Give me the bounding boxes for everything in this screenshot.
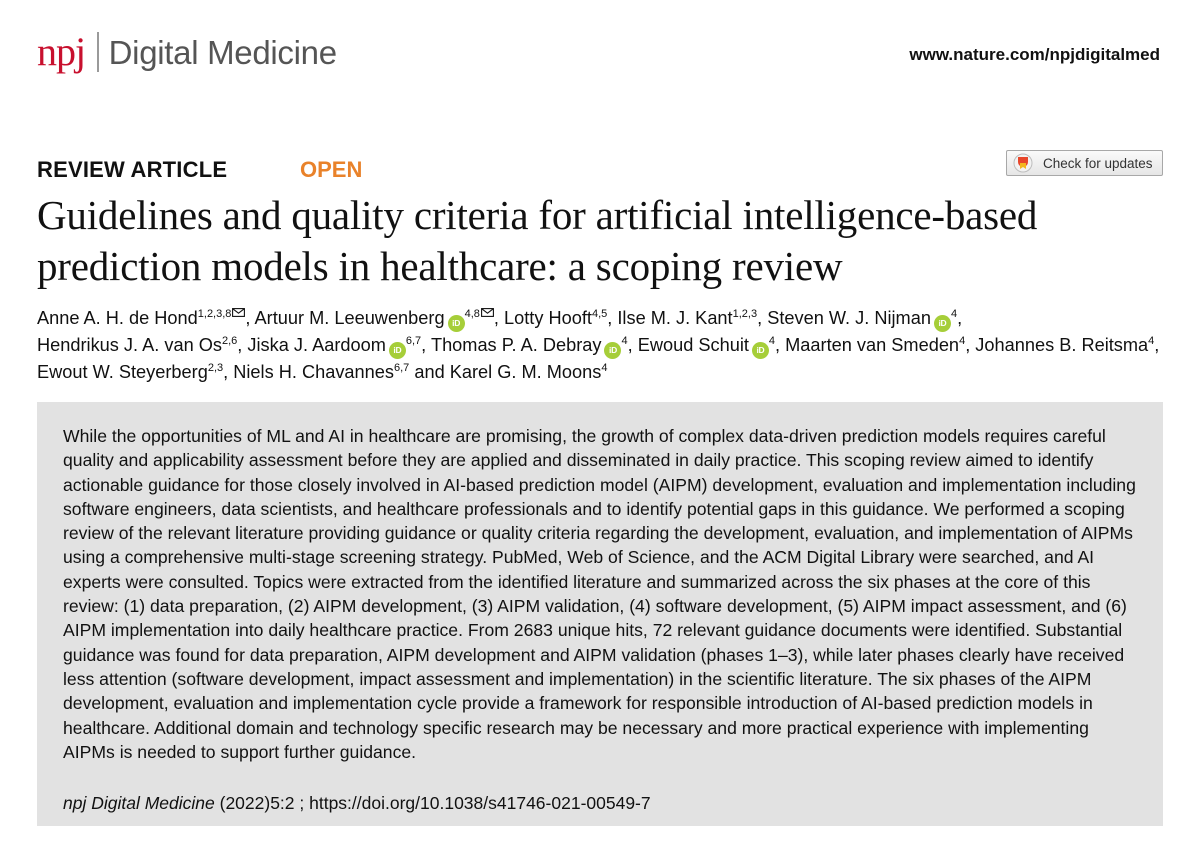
- citation-details: (2022)5:2 ; https://doi.org/10.1038/s41746-021-00549-7: [214, 793, 651, 813]
- author-name-link[interactable]: Johannes B. Reitsma: [975, 335, 1149, 355]
- author-name-link[interactable]: Karel G. M. Moons: [449, 362, 602, 382]
- author-entry: [785, 335, 965, 355]
- author-entry: [975, 335, 1154, 355]
- author-affiliation: 4: [959, 335, 966, 347]
- author-affiliation: 1,2,3: [732, 308, 758, 320]
- author-entry: [37, 362, 223, 382]
- author-entry: [767, 308, 957, 328]
- author-affiliation: 4,8: [464, 308, 480, 320]
- author-entry: [431, 335, 628, 355]
- author-entry: [247, 335, 421, 355]
- article-type-label: REVIEW ARTICLE: [37, 157, 228, 182]
- author-entry: [450, 362, 608, 382]
- check-for-updates-label: Check for updates: [1043, 155, 1153, 171]
- author-name-link[interactable]: Anne A. H. de Hond: [37, 308, 198, 328]
- brand-npj: npj: [37, 29, 86, 74]
- author-name-link[interactable]: Ilse M. J. Kant: [617, 308, 733, 328]
- author-entry: [37, 335, 237, 355]
- author-list: Anne A. H. de Hond$^{1,2,3,8}$ , Artuur M. Leeuwenberg iD$^{4,8}$ , Lotty Hooft$^{4,5}$, Ilse M. J. Kant$^{1,2,3}$, Steven W. J. Nijman $iD^4$, Hendrikus J. A. van Os$^{2,6}$, Jiska J. Aardoom iD$^{6,7}$, Thomas P. A. Debray $iD^4$, Ewoud Schuit $iD^4$, Maarten van Smeden$^4$, Johannes B. Reitsma$^4$, Ewout W. Steyerberg$^{2,3}$, Niels H. Chavannes$^{6,7}$ and Karel G. M. Moons$^4$: [37, 308, 1160, 382]
- citation-journal: npj Digital Medicine: [63, 793, 215, 813]
- author-affiliation: 4: [950, 308, 958, 320]
- author-affiliation: 2,6: [221, 335, 238, 347]
- author-name-link[interactable]: Steven W. J. Nijman: [767, 308, 931, 328]
- site-url-link[interactable]: www.nature.com/npjdigitalmed: [909, 45, 1160, 64]
- check-for-updates-button[interactable]: [1006, 150, 1163, 176]
- abstract-text: While the opportunities of ML and AI in healthcare are promising, the growth of complex data-driven prediction models requires careful quality and applicability assessment before they are applied and disseminated in daily practice. This scoping review aimed to identify actionable guidance for those closely involved in AI-based prediction model (AIPM) development, evaluation and implementation including software engineers, data scientists, and healthcare professionals and to identify potential gaps in this guidance. We performed a scoping review of the relevant literature providing guidance or quality criteria regarding the development, evaluation, and implementation of AIPMs using a comprehensive multi-stage screening strategy. PubMed, Web of Science, and the ACM Digital Library were searched, and AI experts were consulted. Topics were extracted from the identified literature and summarized across the six phases at the core of this review: (1) data preparation, (2) AIPM development, (3) AIPM validation, (4) software development, (5) AIPM impact assessment, and (6) AIPM implementation into daily healthcare practice. From 2683 unique hits, 72 relevant guidance documents were identified. Substantial guidance was found for data preparation, AIPM development and AIPM validation (phases 1–3), while later phases clearly have received less attention (software development, impact assessment and implementation) in the scientific literature. The six phases of the AIPM development, evaluation and implementation cycle provide a framework for responsible introduction of AI-based prediction models in healthcare. Additional domain and technology specific research may be necessary and more practical experience with implementing AIPMs is needed to support further guidance.: [63, 426, 1136, 762]
- open-access-badge: OPEN: [300, 157, 363, 182]
- author-affiliation: 4: [768, 335, 776, 347]
- journal-logo[interactable]: [37, 30, 337, 74]
- author-name-link[interactable]: Ewout W. Steyerberg: [37, 362, 208, 382]
- author-name-link[interactable]: Hendrikus J. A. van Os: [37, 335, 222, 355]
- orcid-icon[interactable]: iD: [389, 342, 406, 359]
- email-icon[interactable]: [232, 308, 245, 317]
- brand-journal-name: Digital Medicine: [108, 33, 337, 71]
- author-entry: [37, 308, 245, 328]
- author-name-link[interactable]: Maarten van Smeden: [785, 335, 960, 355]
- orcid-icon[interactable]: iD: [934, 315, 951, 332]
- author-affiliation: 2,3: [207, 362, 224, 374]
- author-affiliation: 6,7: [393, 362, 410, 374]
- brand-divider: [97, 32, 99, 72]
- author-name-link[interactable]: Niels H. Chavannes: [233, 362, 394, 382]
- author-name-link[interactable]: Jiska J. Aardoom: [247, 335, 386, 355]
- article-title-line-2: prediction models in healthcare: a scoping review: [37, 243, 843, 289]
- author-affiliation: 4: [601, 362, 608, 374]
- author-affiliation: 4: [1148, 335, 1155, 347]
- author-affiliation: 1,2,3,8: [197, 308, 232, 320]
- article-title: [37, 190, 1167, 292]
- author-entry: [638, 335, 775, 355]
- author-entry: [504, 308, 607, 328]
- crossmark-icon: [1013, 153, 1033, 173]
- author-entry: [255, 308, 494, 328]
- author-affiliation: 6,7: [405, 335, 422, 347]
- orcid-icon[interactable]: iD: [752, 342, 769, 359]
- orcid-icon[interactable]: iD: [604, 342, 621, 359]
- author-affiliation: 4: [621, 335, 628, 347]
- author-entry: [617, 308, 757, 328]
- author-entry: [233, 362, 409, 382]
- author-name-link[interactable]: Lotty Hooft: [504, 308, 592, 328]
- author-affiliation: 4,5: [591, 308, 608, 320]
- author-name-link[interactable]: Artuur M. Leeuwenberg: [254, 308, 445, 328]
- article-title-line-1: Guidelines and quality criteria for artificial intelligence-based: [37, 192, 1038, 238]
- author-name-link[interactable]: Ewoud Schuit: [637, 335, 749, 355]
- citation-line: [63, 793, 651, 814]
- author-name-link[interactable]: Thomas P. A. Debray: [430, 335, 602, 355]
- email-icon[interactable]: [481, 308, 494, 317]
- abstract-panel: [37, 402, 1163, 826]
- orcid-icon[interactable]: iD: [448, 315, 465, 332]
